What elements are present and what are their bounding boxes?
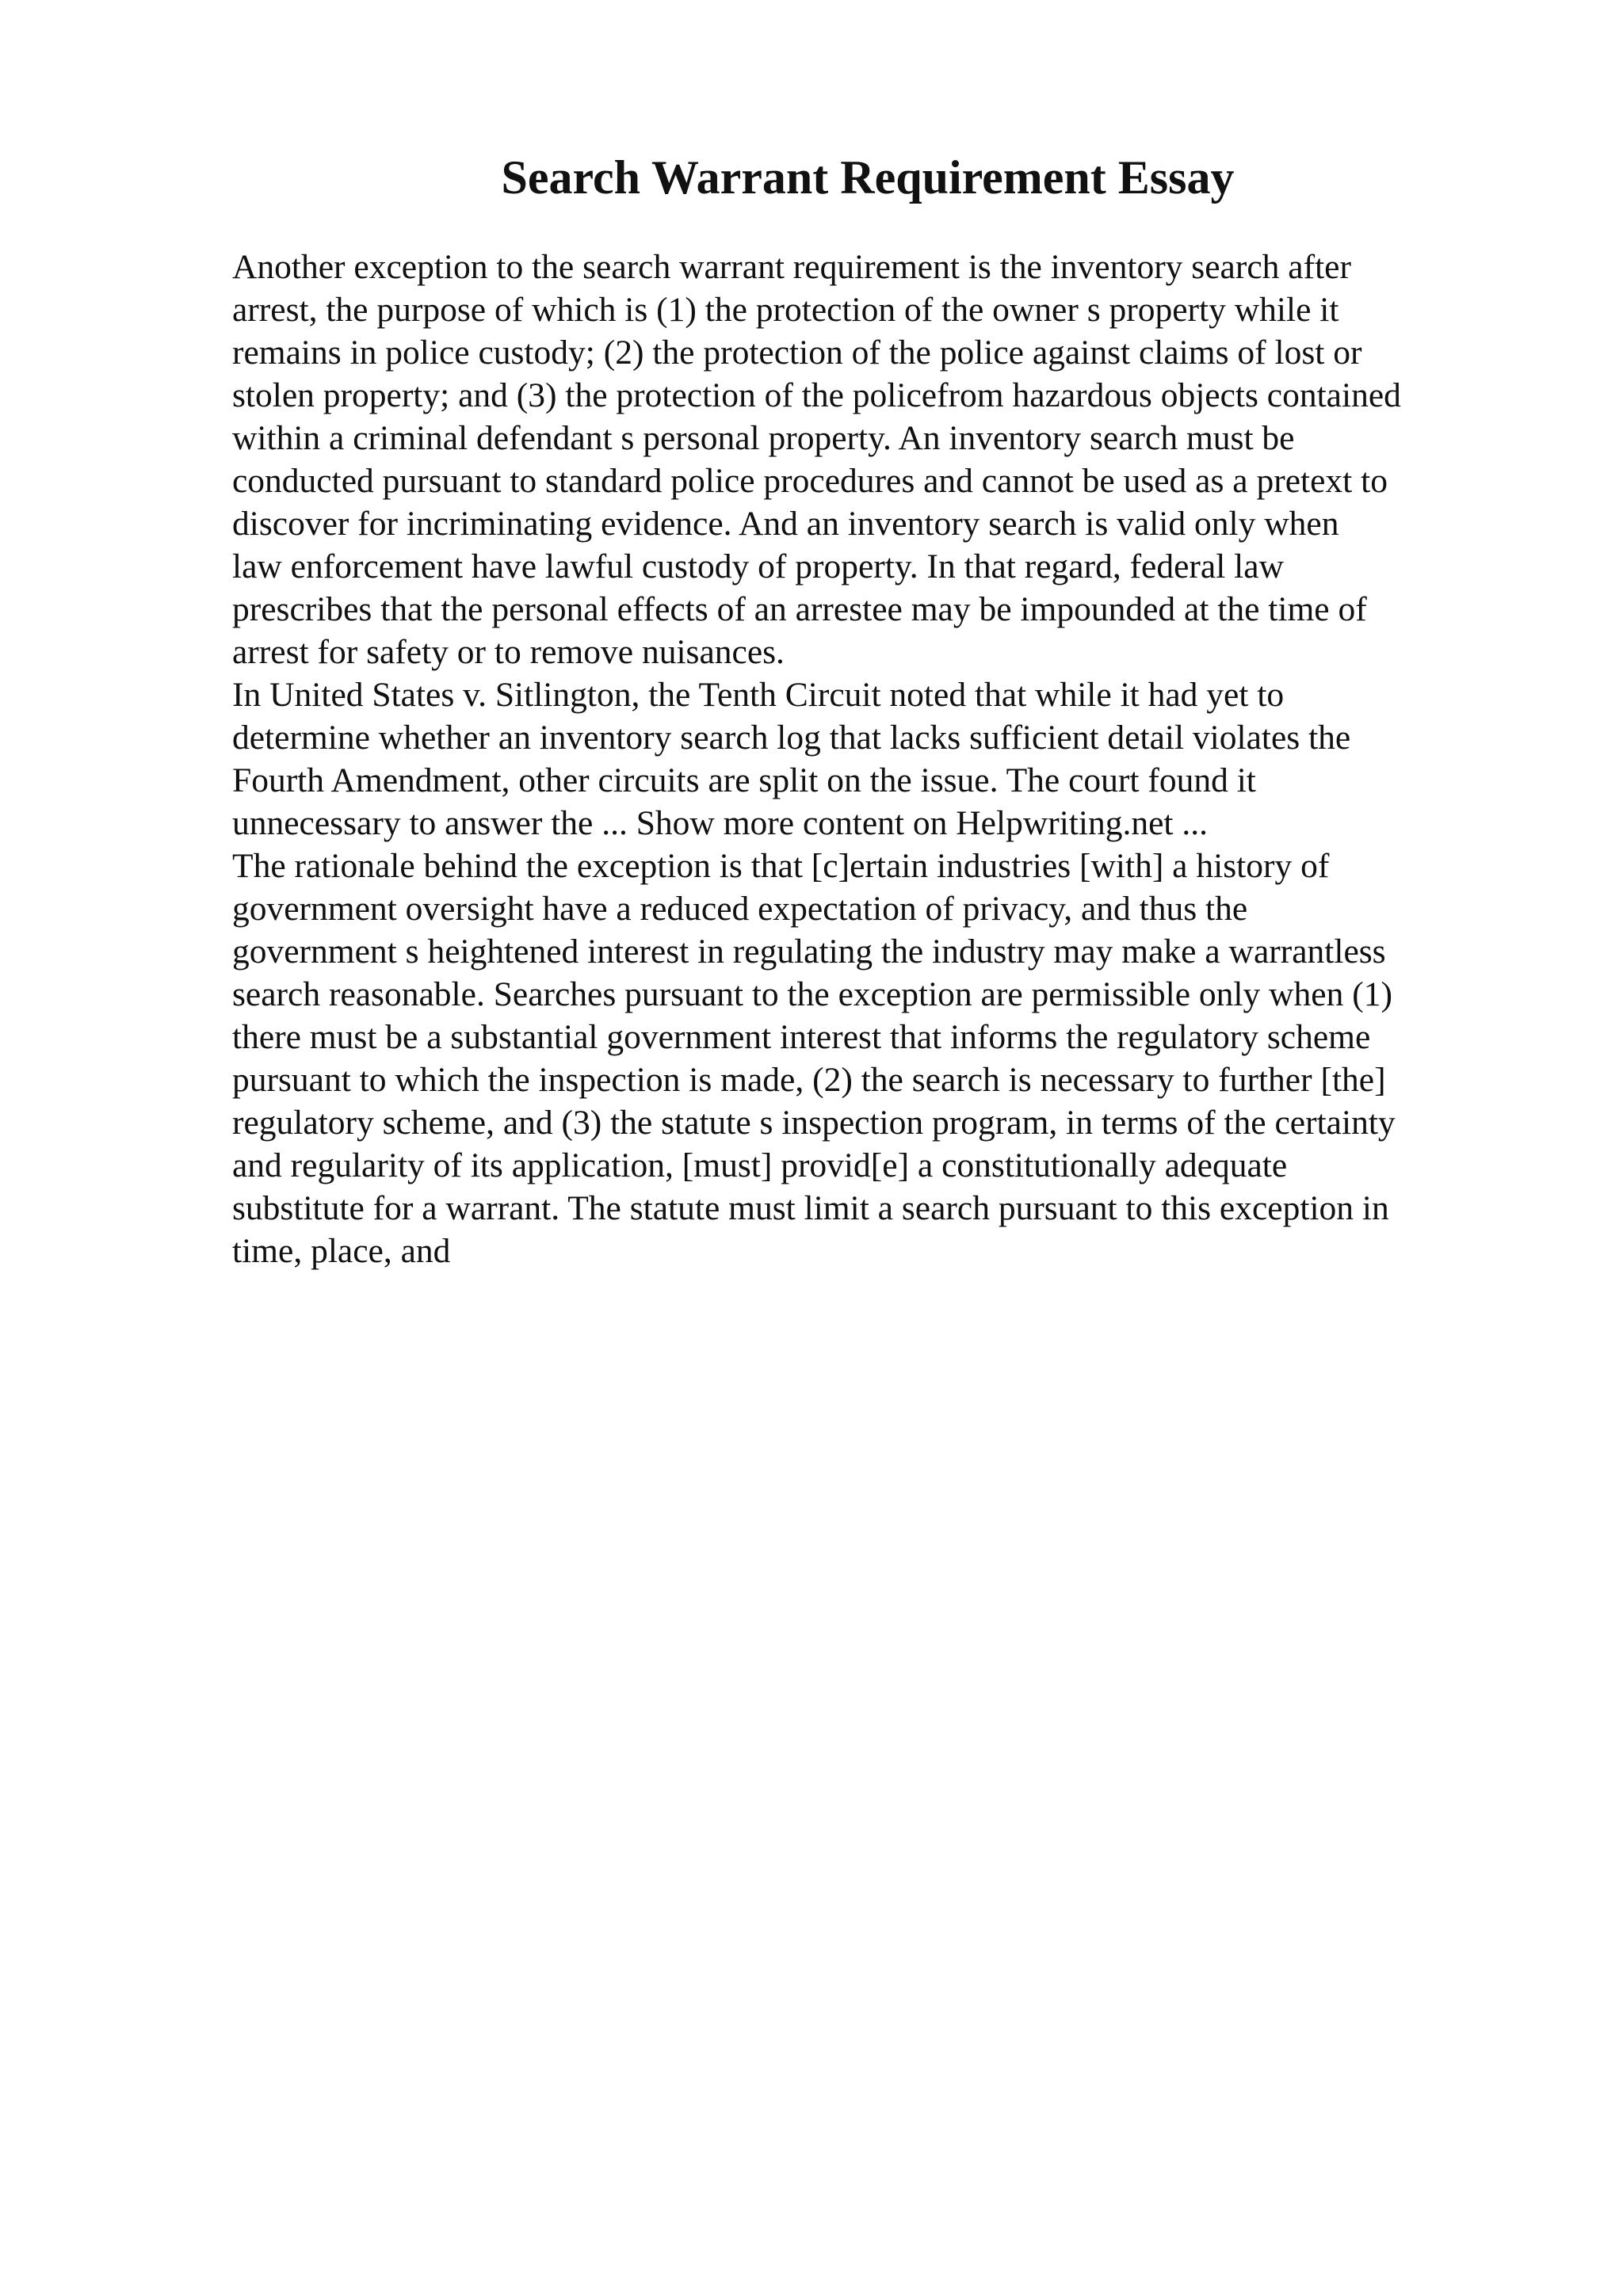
text-line: government s heightened interest in regulating the industry may make a warrantless xyxy=(232,933,1386,971)
text-line: government oversight have a reduced expectation of privacy, and thus the xyxy=(232,890,1248,928)
text-line: conducted pursuant to standard police procedures and cannot be used as a pretext to xyxy=(232,462,1388,500)
text-line: pursuant to which the inspection is made, (2) the search is necessary to further [the] xyxy=(232,1061,1386,1099)
text-line: stolen property; and (3) the protection of the policefrom hazardous objects contained xyxy=(232,376,1401,414)
text-line: and regularity of its application, [must] provid[e] a constitutionally adequate xyxy=(232,1146,1288,1184)
text-line: The rationale behind the exception is that [c]ertain industries [with] a history of xyxy=(232,847,1330,885)
text-line: arrest, the purpose of which is (1) the protection of the owner s property while it xyxy=(232,291,1339,329)
text-line: remains in police custody; (2) the protection of the police against claims of lost or xyxy=(232,334,1362,372)
text-line: Fourth Amendment, other circuits are split on the issue. The court found it xyxy=(232,761,1256,799)
text-line: law enforcement have lawful custody of property. In that regard, federal law xyxy=(232,547,1284,585)
text-line: substitute for a warrant. The statute must limit a search pursuant to this exception in xyxy=(232,1189,1389,1227)
essay-body xyxy=(232,246,1516,1272)
text-line: determine whether an inventory search log that lacks sufficient detail violates the xyxy=(232,719,1351,757)
text-line: Another exception to the search warrant requirement is the inventory search after xyxy=(232,248,1351,286)
text-line: arrest for safety or to remove nuisances. xyxy=(232,633,785,671)
text-line: within a criminal defendant s personal property. An inventory search must be xyxy=(232,419,1295,457)
text-line: there must be a substantial government interest that informs the regulatory scheme xyxy=(232,1018,1371,1056)
page-title: Search Warrant Requirement Essay xyxy=(501,151,1235,204)
text-line: search reasonable. Searches pursuant to the exception are permissible only when (1) xyxy=(232,975,1392,1013)
show-more-line: unnecessary to answer the ... Show more content on Helpwriting.net ... xyxy=(232,804,1208,842)
text-line: prescribes that the personal effects of an arrestee may be impounded at the time of xyxy=(232,590,1367,628)
text-line: discover for incriminating evidence. And an inventory search is valid only when xyxy=(232,505,1339,543)
text-line: regulatory scheme, and (3) the statute s inspection program, in terms of the certainty xyxy=(232,1104,1396,1142)
text-line: In United States v. Sitlington, the Tenth Circuit noted that while it had yet to xyxy=(232,676,1285,714)
text-line: time, place, and xyxy=(232,1232,451,1270)
